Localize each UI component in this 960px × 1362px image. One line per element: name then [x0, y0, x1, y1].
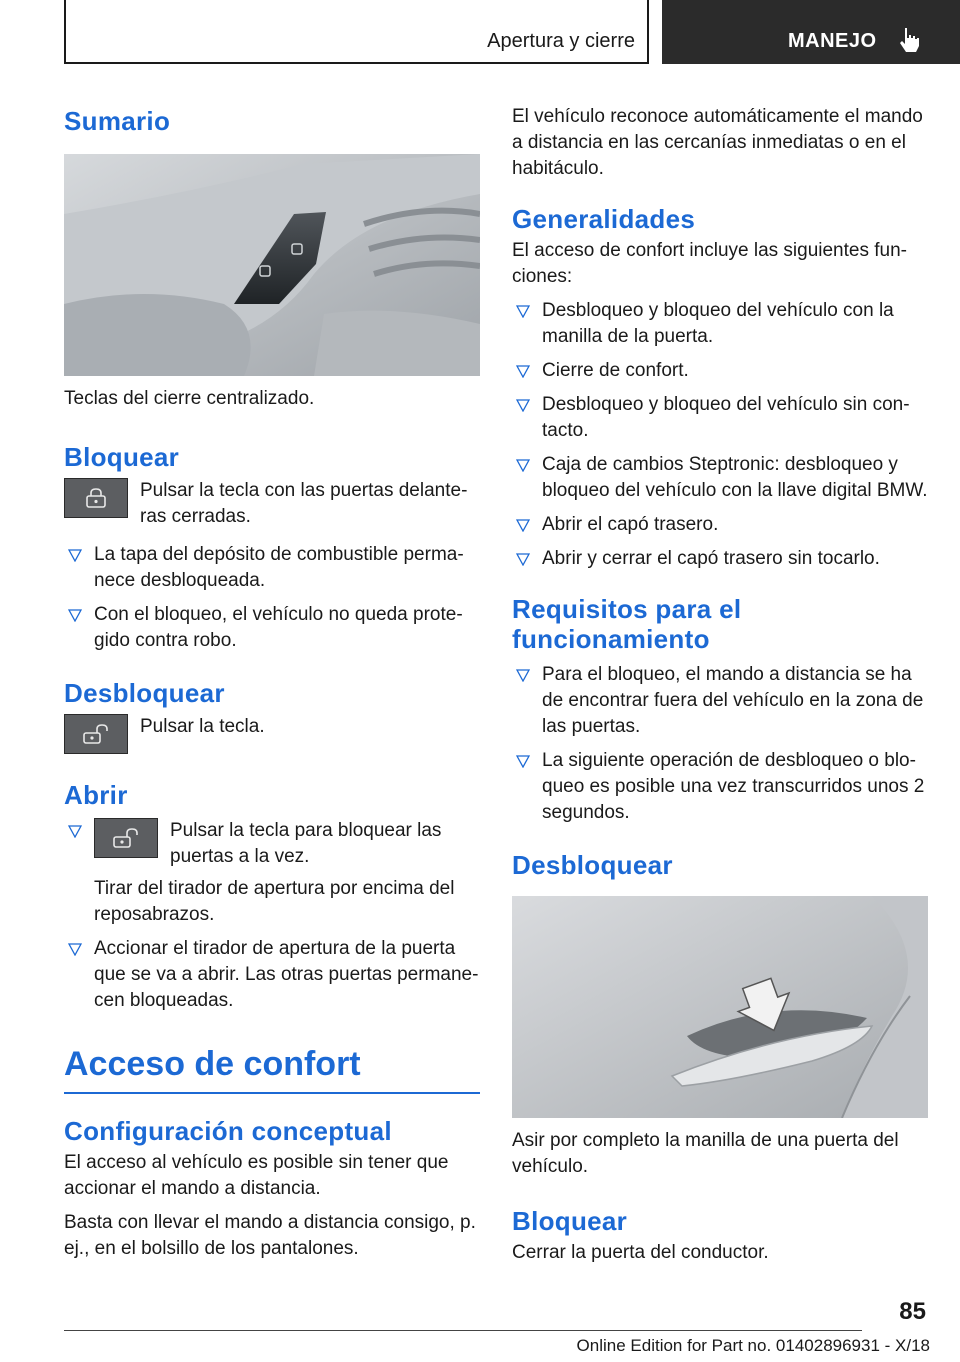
intro-paragraph: El vehículo reconoce automáticamente el mando a distancia en las cercanías inmediatas o en el habitáculo. — [512, 106, 923, 179]
list-item: Para el bloqueo, el mando a distancia se ha de encontrar fuera del vehículo en la zona de las puertas. — [512, 662, 928, 740]
door-photo-caption: Asir por completo la manilla de una puerta del vehículo. — [512, 1130, 899, 1177]
triangle-bullet-icon — [516, 459, 530, 472]
requisitos-list — [512, 662, 928, 826]
config-heading: Configuración conceptual — [64, 1116, 392, 1146]
list-item: Con el bloqueo, el vehículo no queda protegido contra robo. — [64, 602, 480, 654]
abrir-heading: Abrir — [64, 780, 128, 810]
footer-rule — [64, 1330, 862, 1331]
unlock-key-button — [94, 818, 158, 858]
triangle-bullet-icon — [516, 305, 530, 318]
unlock-key-row — [64, 714, 480, 754]
list-item: Desbloqueo y bloqueo del vehículo con la manilla de la puerta. — [512, 298, 928, 350]
desbloquear-heading: Desbloquear — [64, 678, 225, 708]
triangle-bullet-icon — [68, 943, 82, 956]
page-number: 85 — [899, 1298, 926, 1325]
page-header — [0, 0, 960, 66]
photo-caption: Teclas del cierre centralizado. — [64, 388, 315, 409]
lock-open-icon — [111, 827, 141, 849]
requisitos-heading: Requisitos para el funcionamiento — [512, 594, 742, 654]
generalidades-heading: Generalidades — [512, 204, 696, 234]
section-rule — [64, 1092, 480, 1094]
lock-key-button — [64, 478, 128, 518]
generalidades-text: El acceso de confort incluye las siguientes funciones: — [512, 240, 907, 287]
central-locking-keys-photo — [64, 154, 480, 376]
bloquear-instruction: Pulsar la tecla con las puertas delanteras cerradas. — [140, 480, 468, 527]
bloquear-list — [64, 542, 480, 654]
triangle-bullet-icon — [68, 825, 82, 838]
bloquear-heading: Bloquear — [64, 442, 180, 472]
triangle-bullet-icon — [516, 519, 530, 532]
config-paragraph-2: Basta con llevar el mando a distancia consigo, p. ej., en el bolsillo de los pantalones. — [64, 1212, 476, 1259]
chapter-title: MANEJO — [788, 30, 877, 52]
list-item: Abrir el capó trasero. — [512, 512, 928, 538]
sumario-heading: Sumario — [64, 106, 171, 136]
list-item: Desbloqueo y bloqueo del vehículo sin contacto. — [512, 392, 928, 444]
list-item: Abrir y cerrar el capó trasero sin tocarlo. — [512, 546, 928, 572]
list-item: Caja de cambios Steptronic: desbloqueo y bloqueo del vehículo con la llave digital BMW. — [512, 452, 928, 504]
triangle-bullet-icon — [516, 669, 530, 682]
triangle-bullet-icon — [516, 755, 530, 768]
triangle-bullet-icon — [516, 553, 530, 566]
right-column — [512, 104, 928, 1266]
triangle-bullet-icon — [516, 399, 530, 412]
chapter-tab — [662, 0, 960, 64]
desbloquear-heading-right: Desbloquear — [512, 850, 673, 880]
triangle-bullet-icon — [68, 609, 82, 622]
config-paragraph-1: El acceso al vehículo es posible sin tener que accionar el mando a distancia. — [64, 1152, 449, 1199]
edition-note: Online Edition for Part no. 01402896931 - X/18 — [576, 1336, 930, 1355]
section-title: Apertura y cierre — [487, 30, 635, 52]
lock-open-icon — [81, 723, 111, 745]
abrir-item-text: Tirar del tirador de apertura por encima del reposabrazos. — [94, 878, 455, 925]
list-item: La tapa del depósito de combustible permanece desbloqueada. — [64, 542, 480, 594]
bloquear-heading-right: Bloquear — [512, 1206, 628, 1236]
generalidades-list — [512, 298, 928, 572]
lock-closed-icon — [81, 487, 111, 509]
unlock-key-button — [64, 714, 128, 754]
abrir-key-instruction: Pulsar la tecla para bloquear las puertas a la vez. — [170, 820, 442, 867]
section-tab — [64, 0, 649, 64]
door-handle-photo — [512, 896, 928, 1118]
abrir-key-row — [94, 818, 480, 870]
hand-pointer-icon — [896, 26, 922, 54]
triangle-bullet-icon — [68, 549, 82, 562]
desbloquear-instruction: Pulsar la tecla. — [140, 716, 265, 737]
acceso-heading: Acceso de confort — [64, 1045, 361, 1083]
list-item: Cierre de confort. — [512, 358, 928, 384]
list-item — [64, 818, 480, 928]
left-column — [64, 96, 480, 1262]
abrir-list — [64, 818, 480, 1014]
lock-key-row — [64, 478, 480, 530]
triangle-bullet-icon — [516, 365, 530, 378]
list-item: La siguiente operación de desbloqueo o bloqueo es posible una vez transcurridos unos 2 segundos. — [512, 748, 928, 826]
list-item: Accionar el tirador de apertura de la puerta que se va a abrir. Las otras puertas permanecen bloqueadas. — [64, 936, 480, 1014]
bloquear-right-text: Cerrar la puerta del conductor. — [512, 1242, 769, 1263]
